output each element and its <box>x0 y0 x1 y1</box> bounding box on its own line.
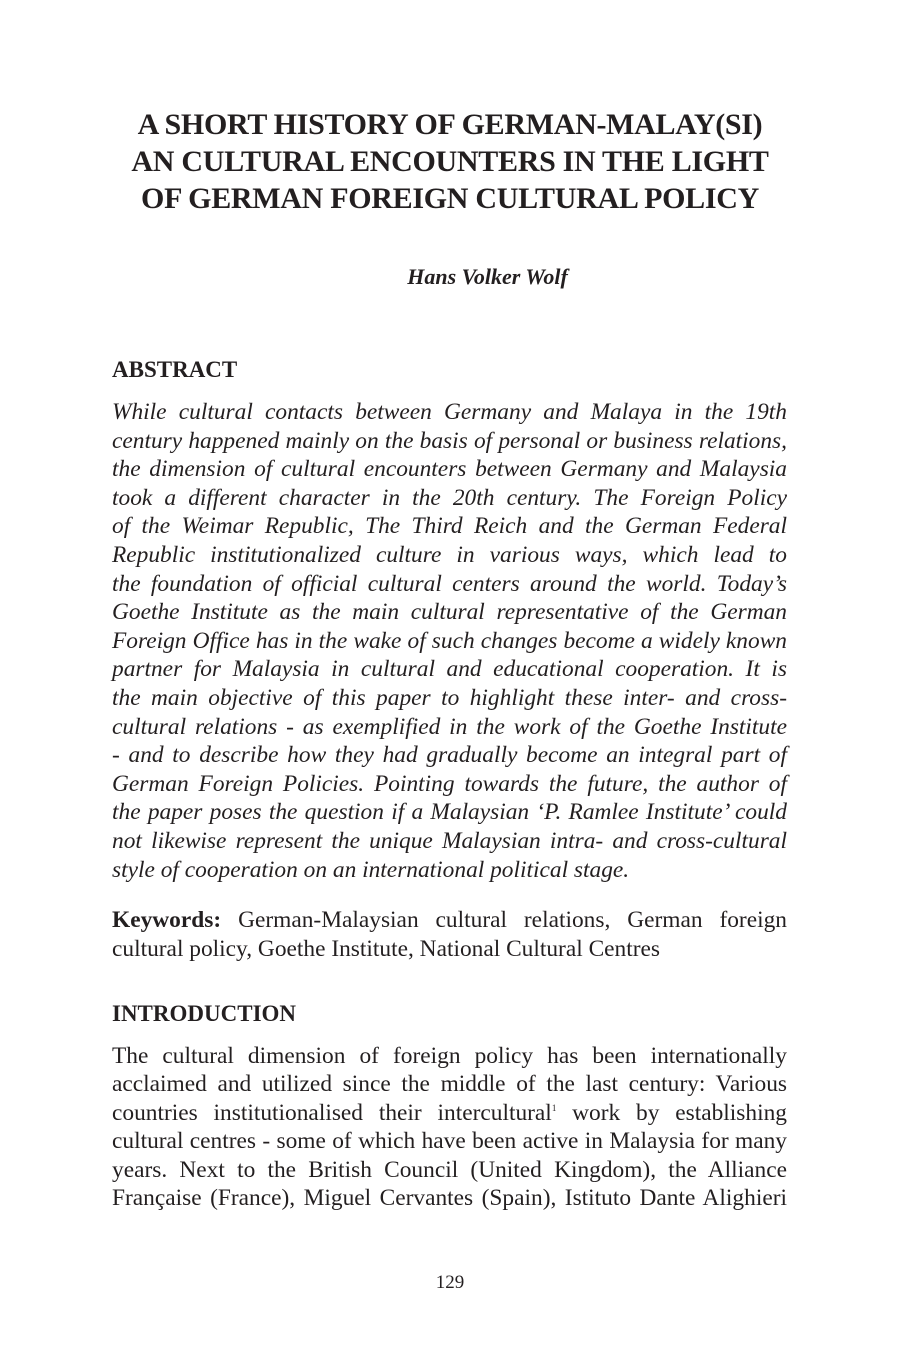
abstract-line: Goethe Institute as the main cultural representative of the German <box>112 599 787 626</box>
abstract-line: While cultural contacts between Germany and Malaya in the 19th <box>112 399 787 425</box>
keywords-text: German-Malaysian cultural relations, German foreign <box>238 907 787 933</box>
author-name: Hans Volker Wolf <box>407 264 568 289</box>
title-line: OF GERMAN FOREIGN CULTURAL POLICY <box>141 182 759 215</box>
introduction-line: Française (France), Miguel Cervantes (Spain), Istituto Dante Alighieri <box>112 1185 787 1212</box>
abstract-line: century happened mainly on the basis of personal or business relations, <box>112 427 787 454</box>
introduction-line: cultural centres - some of which have been active in Malaysia for many <box>112 1128 787 1155</box>
abstract-line: the foundation of official cultural centers around the world. Today’s <box>112 570 787 597</box>
footnote-marker[interactable]: 1 <box>551 1102 557 1113</box>
introduction-line: The cultural dimension of foreign policy has been internationally <box>112 1043 787 1069</box>
introduction-line <box>112 1099 787 1127</box>
abstract-line: cultural relations - as exemplified in the work of the Goethe Institute <box>112 713 787 740</box>
abstract-line: partner for Malaysia in cultural and educational cooperation. It is <box>112 656 787 683</box>
abstract-line: - and to describe how they had gradually become an integral part of <box>112 742 787 769</box>
abstract-line: Republic institutionalized culture in various ways, which lead to <box>112 541 787 568</box>
keywords-line <box>112 906 787 935</box>
abstract-line: the paper poses the question if a Malaysian ‘P. Ramlee Institute’ could <box>112 799 787 826</box>
introduction-line: years. Next to the British Council (United Kingdom), the Alliance <box>112 1156 787 1183</box>
introduction-heading: INTRODUCTION <box>112 1001 297 1026</box>
introduction-text: work by establishing <box>556 1099 787 1126</box>
keywords-section <box>112 906 787 964</box>
abstract-line: German Foreign Policies. Pointing towards the future, the author of <box>112 770 787 797</box>
abstract-line: Foreign Office has in the wake of such changes become a widely known <box>112 627 787 654</box>
introduction-text: countries institutionalised their intercultural <box>112 1099 552 1126</box>
introduction-body <box>112 1042 787 1212</box>
abstract-line: took a different character in the 20th century. The Foreign Policy <box>112 484 787 511</box>
abstract-heading: ABSTRACT <box>112 357 238 382</box>
paper-title <box>100 106 800 217</box>
abstract-line: not likewise represent the unique Malaysian intra- and cross-cultural <box>112 827 787 854</box>
abstract-line: the main objective of this paper to highlight these inter- and cross- <box>112 684 787 711</box>
abstract-body <box>112 398 787 884</box>
abstract-line: style of cooperation on an international political stage. <box>112 856 630 883</box>
title-line: A SHORT HISTORY OF GERMAN-MALAY(SI) <box>137 108 763 141</box>
title-line: AN CULTURAL ENCOUNTERS IN THE LIGHT <box>131 145 769 178</box>
abstract-line: of the Weimar Republic, The Third Reich and the German Federal <box>112 513 787 540</box>
page-number: 129 <box>435 1272 465 1293</box>
keywords-line: cultural policy, Goethe Institute, National Cultural Centres <box>112 936 661 962</box>
introduction-line: acclaimed and utilized since the middle of the last century: Various <box>112 1071 787 1098</box>
abstract-line: the dimension of cultural encounters between Germany and Malaysia <box>112 456 787 483</box>
keywords-label: Keywords: <box>112 907 222 933</box>
